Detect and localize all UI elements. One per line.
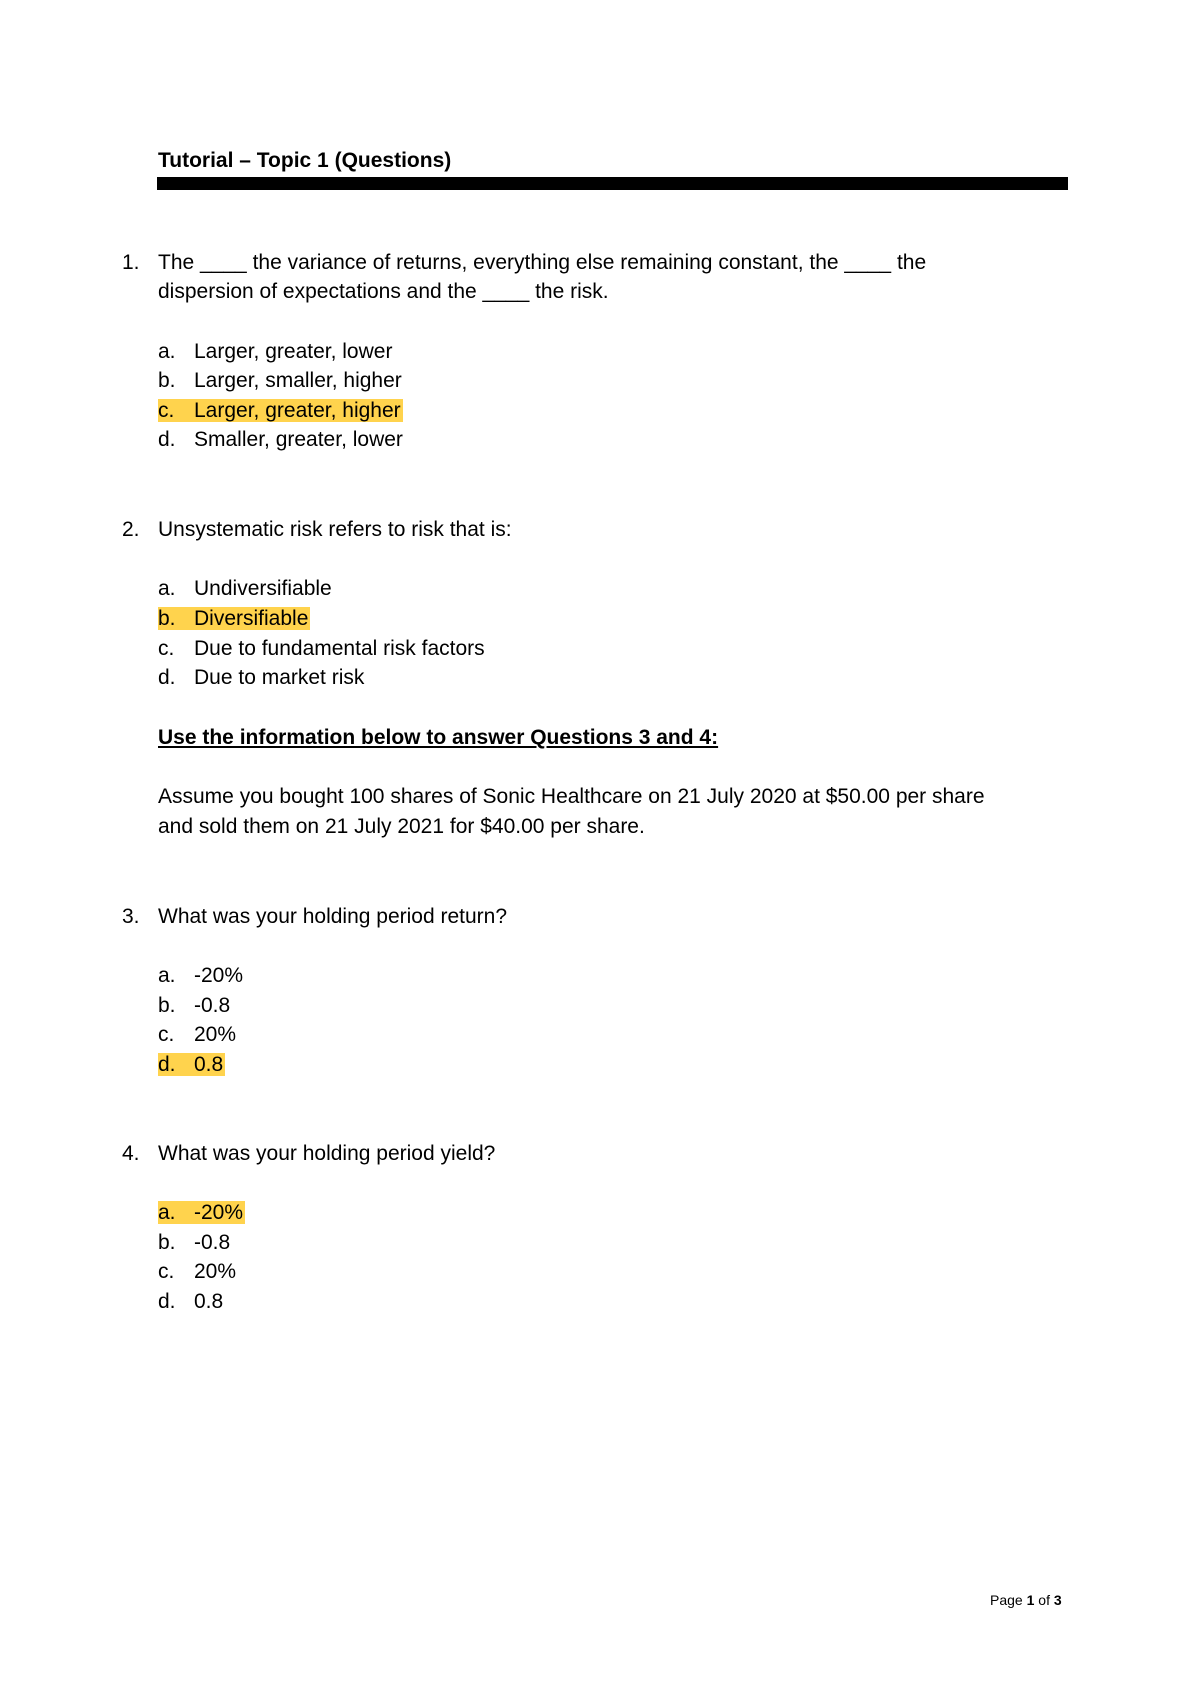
question-4-option-b: b. -0.8 [158,1231,231,1254]
question-2-number: 2. [122,518,140,541]
page-title: Tutorial – Topic 1 (Questions) [158,149,452,172]
info-text-line-1: Assume you bought 100 shares of Sonic Healthcare on 21 July 2020 at $50.00 per share [158,785,985,808]
question-2-option-a: a. Undiversifiable [158,577,332,600]
question-1-number: 1. [122,251,140,274]
question-2-option-c: c. Due to fundamental risk factors [158,637,485,660]
question-1-option-a: a. Larger, greater, lower [158,340,393,363]
question-4-option-c: c. 20% [158,1260,237,1283]
question-2-option-d: d. Due to market risk [158,666,365,689]
page-of-label: of [1038,1592,1050,1608]
question-1-option-c-highlighted: c. Larger, greater, higher [158,399,401,422]
question-2-text: Unsystematic risk refers to risk that is: [158,518,512,541]
page-current: 1 [1026,1592,1035,1608]
question-4-number: 4. [122,1142,140,1165]
question-3-option-c: c. 20% [158,1023,237,1046]
question-3-option-d-highlighted: d. 0.8 [158,1053,224,1076]
question-4-option-d: d. 0.8 [158,1290,224,1313]
question-3-option-b: b. -0.8 [158,994,231,1017]
page-number-footer [990,1591,1062,1609]
page-label: Page [990,1592,1023,1608]
question-3-option-a: a. -20% [158,964,244,987]
question-4-text: What was your holding period yield? [158,1142,496,1165]
question-1-option-b: b. Larger, smaller, higher [158,369,402,392]
info-heading: Use the information below to answer Questions 3 and 4: [158,726,719,749]
question-3-number: 3. [122,905,140,928]
page-total: 3 [1053,1592,1062,1608]
question-1-text-line-2: dispersion of expectations and the ____ the risk. [158,280,609,303]
question-1-option-d: d. Smaller, greater, lower [158,428,403,451]
question-1-text-line-1: The ____ the variance of returns, everything else remaining constant, the ____ the [158,251,927,274]
question-2-option-b-highlighted: b. Diversifiable [158,607,309,630]
question-4-option-a-highlighted: a. -20% [158,1201,244,1224]
question-3-text: What was your holding period return? [158,905,508,928]
info-text-line-2: and sold them on 21 July 2021 for $40.00 per share. [158,815,645,838]
title-rule [157,177,1068,190]
